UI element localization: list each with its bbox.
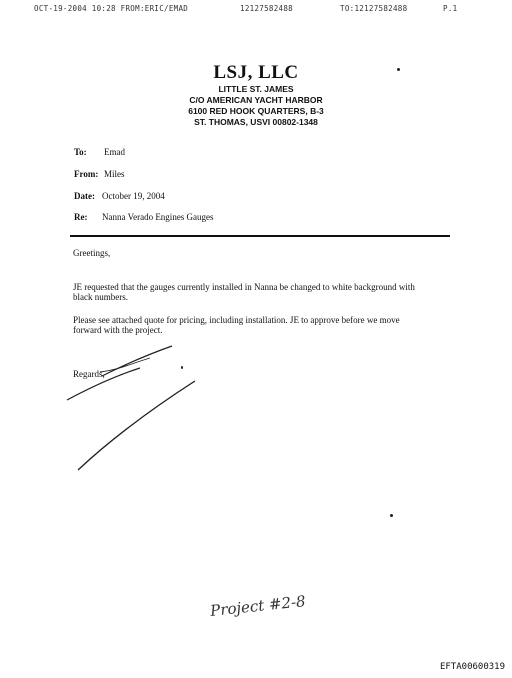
memo-date-label: Date: [74, 191, 95, 201]
paragraph-2-line-2: forward with the project. [73, 325, 163, 335]
greeting: Greetings, [73, 248, 111, 258]
memo-from-value: Miles [104, 169, 125, 179]
memo-from-label: From: [74, 169, 99, 179]
closing: Regards, [73, 369, 105, 379]
memo-date-value: October 19, 2004 [102, 191, 165, 201]
handwritten-note: Project #2-8 [209, 592, 307, 620]
paragraph-2-line-1: Please see attached quote for pricing, including installation. JE to approve before we move [73, 315, 400, 325]
address-line: ST. THOMAS, USVI 00802-1348 [194, 117, 318, 127]
stray-mark [397, 68, 400, 71]
memo-to-label: To: [74, 147, 87, 157]
fax-header-number: 12127582488 [240, 4, 293, 13]
address-line: LITTLE ST. JAMES [218, 84, 294, 94]
fax-header-sender: OCT-19-2004 10:28 FROM:ERIC/EMAD [34, 4, 189, 13]
memo-re-label: Re: [74, 212, 88, 222]
stray-mark [390, 514, 393, 517]
bates-number: EFTA00600319 [440, 662, 506, 672]
address-line: C/O AMERICAN YACHT HARBOR [189, 95, 323, 105]
fax-header-recipient: TO:12127582488 [340, 4, 408, 13]
company-name: LSJ, LLC [213, 62, 299, 83]
address-line: 6100 RED HOOK QUARTERS, B-3 [188, 106, 324, 116]
fax-header-page: P.1 [443, 4, 458, 13]
stray-mark [181, 366, 183, 369]
memo-to-value: Emad [104, 147, 125, 157]
memo-re-value: Nanna Verado Engines Gauges [102, 212, 214, 222]
paragraph-1-line-1: JE requested that the gauges currently installed in Nanna be changed to white background with [73, 282, 415, 292]
paragraph-1-line-2: black numbers. [73, 292, 128, 302]
